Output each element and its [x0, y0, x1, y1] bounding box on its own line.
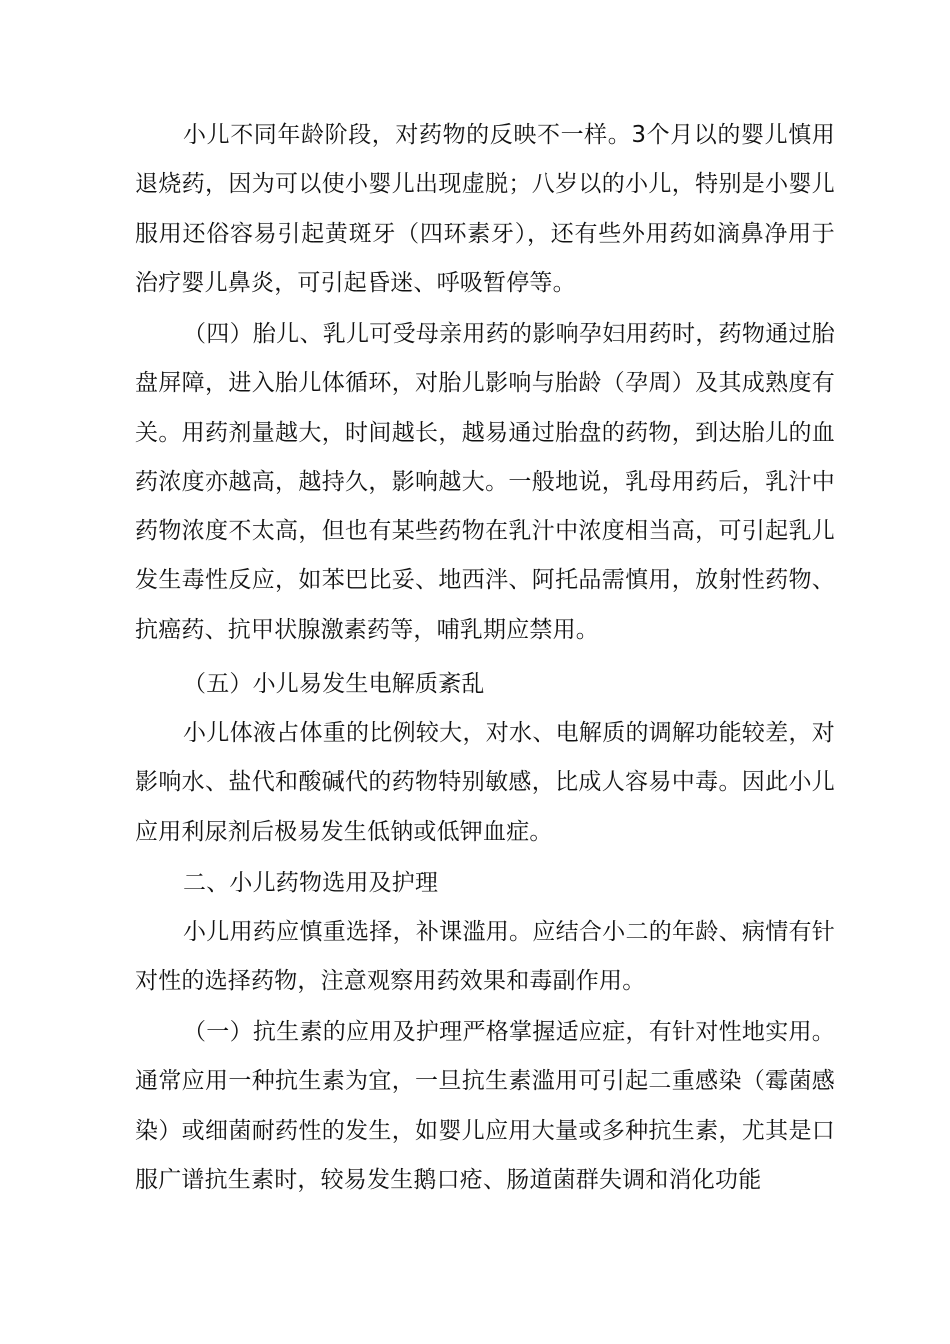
paragraph-age-reaction: 小儿不同年龄阶段，对药物的反映不一样。3个月以的婴儿慎用退烧药，因为可以使小婴儿出现虚脱；八岁以的小儿，特别是小婴儿服用还俗容易引起黄斑牙（四环素牙），还有些外用药如滴鼻净用于治疗婴儿鼻炎，可引起昏迷、呼吸暂停等。: [135, 122, 835, 296]
paragraph-electrolyte: 小儿体液占体重的比例较大，对水、电解质的调解功能较差，对影响水、盐代和酸碱代的药物特别敏感，比成人容易中毒。因此小儿应用利尿剂后极易发生低钠或低钾血症。: [135, 720, 835, 845]
paragraph-antibiotics: （一）抗生素的应用及护理严格掌握适应症，有针对性地实用。通常应用一种抗生素为宜，一旦抗生素滥用可引起二重感染（霉菌感染）或细菌耐药性的发生，如婴儿应用大量或多种抗生素，尤其是口服广谱抗生素时，较易发生鹅口疮、肠道菌群失调和消化功能: [135, 1019, 835, 1193]
heading-drug-selection: 二、小儿药物选用及护理: [183, 870, 439, 896]
heading-electrolyte: （五）小儿易发生电解质紊乱: [183, 671, 485, 697]
paragraph-fetus-infant: （四）胎儿、乳儿可受母亲用药的影响孕妇用药时，药物通过胎盘屏障，进入胎儿体循环，对胎儿影响与胎龄（孕周）及其成熟度有关。用药剂量越大，时间越长，越易通过胎盘的药物，到达胎儿的血药浓度亦越高，越持久，影响越大。一般地说，乳母用药后，乳汁中药物浓度不太高，但也有某些药物在乳汁中浓度相当高，可引起乳儿发生毒性反应，如苯巴比妥、地西泮、阿托品需慎用，放射性药物、抗癌药、抗甲状腺激素药等，哺乳期应禁用。: [135, 321, 835, 643]
paragraph-drug-selection: 小儿用药应慎重选择，补课滥用。应结合小二的年龄、病情有针对性的选择药物，注意观察用药效果和毒副作用。: [135, 919, 835, 995]
